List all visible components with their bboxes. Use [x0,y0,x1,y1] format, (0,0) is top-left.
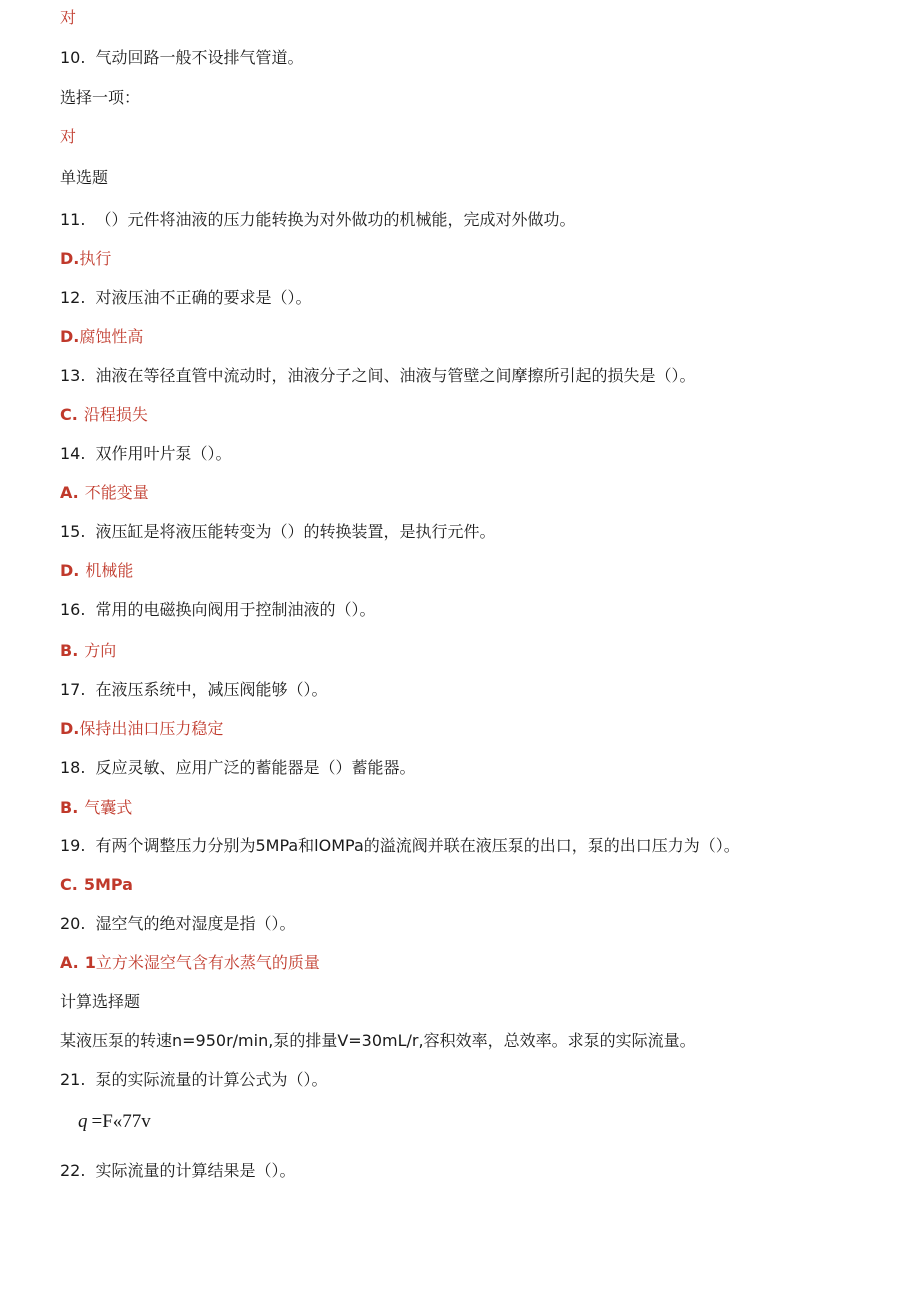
question-number: 21. [60,1070,86,1089]
answer-text: 立方米湿空气含有水蒸气的质量 [95,953,320,972]
question-16 [60,599,375,621]
answer-15 [60,560,133,582]
question-text: 反应灵敏、应用广泛的蓄能器是（）蓄能器。 [95,758,416,777]
section-heading-calc: 计算选择题 [60,992,141,1011]
question-text: 实际流量的计算结果是（）。 [95,1161,296,1180]
flow-formula [78,1110,151,1134]
answer-text: 气囊式 [84,798,133,817]
answer-19 [60,874,133,896]
question-text: 双作用叶片泵（）。 [95,444,232,463]
answer-option: A. [60,953,79,972]
answer-option: D. [60,327,80,346]
question-17 [60,679,327,701]
answer-option: B. [60,641,79,660]
answer-option: C. [60,875,78,894]
question-13 [60,365,695,387]
question-text: 常用的电磁换向阀用于控制油液的（）。 [95,600,376,619]
answer-option: B. [60,798,79,817]
question-text: 液压缸是将液压能转变为（）的转换装置，是执行元件。 [95,522,496,541]
question-text: 湿空气的绝对湿度是指（）。 [95,914,296,933]
question-text: （）元件将油液的压力能转换为对外做功的机械能，完成对外做功。 [95,210,576,229]
question-text: 泵的实际流量的计算公式为（）。 [95,1070,328,1089]
question-number: 11. [60,210,86,229]
answer-17 [60,718,223,740]
question-number: 18. [60,758,86,777]
answer-text: 对 [60,8,77,27]
answer-text: 沿程损失 [83,405,148,424]
question-14 [60,443,231,465]
question-20 [60,913,295,935]
answer-option: C. [60,405,78,424]
question-text: 在液压系统中，减压阀能够（）。 [95,680,328,699]
question-15 [60,521,495,543]
question-number: 13. [60,366,86,385]
answer-option: D. [60,561,80,580]
question-text: 气动回路一般不设排气管道。 [95,48,304,67]
answer-top [60,7,76,29]
question-text: 对液压油不正确的要求是（）。 [95,288,312,307]
answer-text: 机械能 [85,561,134,580]
question-number: 14. [60,444,86,463]
question-number: 17. [60,680,86,699]
answer-text: 方向 [84,641,117,660]
question-18 [60,757,415,779]
answer-text: 5MPa [83,875,133,894]
section-heading-single: 单选题 [60,168,109,187]
question-19 [60,835,740,857]
question-number: 20. [60,914,86,933]
answer-text: 保持出油口压力稳定 [79,719,224,738]
question-number: 19. [60,836,86,855]
formula-variable: q [78,1111,88,1132]
choose-prompt: 选择一项： [60,88,141,107]
question-22 [60,1160,295,1182]
question-number: 12. [60,288,86,307]
question-number: 10. [60,48,86,67]
answer-10 [60,126,76,148]
answer-14 [60,482,149,504]
answer-text: 对 [60,127,77,146]
answer-18 [60,797,132,819]
calc-problem-statement: 某液压泵的转速n=950r/min,泵的排量V=30mL/r,容积效率，总效率。求泵的实际流量。 [60,1031,696,1050]
answer-option: A. [60,483,79,502]
answer-16 [60,640,116,662]
answer-11 [60,248,111,270]
question-11 [60,209,575,231]
question-number: 16. [60,600,86,619]
question-number: 15. [60,522,86,541]
question-21 [60,1069,327,1091]
question-text: 有两个调整压力分别为5MPa和lOMPa的溢流阀并联在液压泵的出口，泵的出口压力为（）。 [95,836,740,855]
answer-option: D. [60,249,80,268]
answer-text: 不能变量 [84,483,149,502]
answer-text: 腐蚀性高 [79,327,144,346]
answer-12 [60,326,143,348]
answer-13 [60,404,148,426]
answer-20 [60,952,320,974]
question-12 [60,287,311,309]
question-text: 油液在等径直管中流动时，油液分子之间、油液与管壁之间摩擦所引起的损失是（）。 [95,366,696,385]
formula-expression: =F«77v [91,1111,151,1132]
question-number: 22. [60,1161,86,1180]
question-10 [60,47,303,69]
answer-option: D. [60,719,80,738]
answer-text: 执行 [79,249,112,268]
answer-number: 1 [84,953,96,972]
